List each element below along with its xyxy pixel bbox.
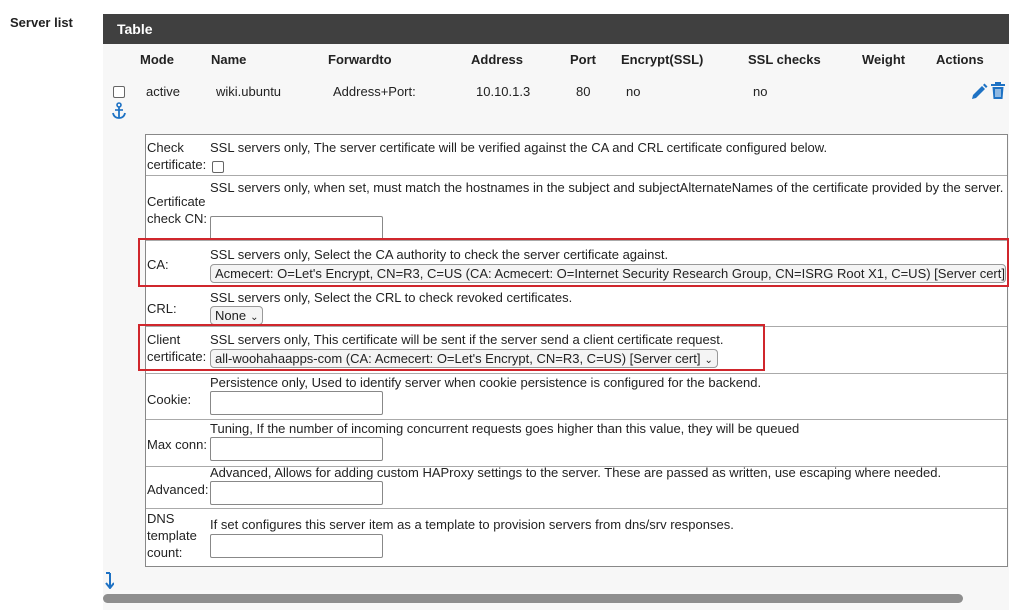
advanced-row bbox=[146, 467, 1007, 509]
row-mode: active bbox=[146, 84, 180, 99]
crl-row bbox=[146, 287, 1007, 327]
chevron-down-icon: ⌄ bbox=[250, 312, 259, 323]
row-select-checkbox[interactable] bbox=[113, 86, 125, 98]
crl-select[interactable] bbox=[210, 306, 263, 325]
section-label: Server list bbox=[10, 15, 73, 30]
max-conn-input[interactable] bbox=[210, 437, 383, 461]
chevron-down-icon: ⌄ bbox=[704, 355, 713, 366]
cookie-row bbox=[146, 374, 1007, 420]
client-certificate-select-value: all-woohahaapps-com (CA: Acmecert: O=Let's Encrypt, CN=R3, C=US) [Server cert] bbox=[215, 351, 701, 366]
row-name: wiki.ubuntu bbox=[216, 84, 282, 99]
crl-label: CRL: bbox=[147, 301, 177, 316]
max-conn-row bbox=[146, 420, 1007, 467]
horizontal-scrollbar[interactable] bbox=[103, 594, 963, 603]
ca-row bbox=[146, 241, 1007, 287]
row-address: 10.10.1.3 bbox=[476, 84, 531, 99]
row-encrypt: no bbox=[626, 84, 641, 99]
ca-description: SSL servers only, Select the CA authority to check the server certificate against. bbox=[210, 247, 669, 262]
cookie-label: Cookie: bbox=[147, 392, 192, 407]
cookie-description: Persistence only, Used to identify server when cookie persistence is configured for the backend. bbox=[210, 375, 762, 390]
certificate-check-cn-description: SSL servers only, when set, must match the hostnames in the subject and subjectAlternateNames of the certificate provided by the server. bbox=[210, 180, 1004, 195]
trash-icon[interactable] bbox=[990, 82, 1006, 100]
column-header-mode: Mode bbox=[140, 52, 174, 67]
column-header-encrypt: Encrypt(SSL) bbox=[621, 52, 704, 67]
dns-template-count-row bbox=[146, 509, 1007, 566]
dns-template-count-description: If set configures this server item as a template to provision servers from dns/srv responses. bbox=[210, 517, 734, 532]
crl-description: SSL servers only, Select the CRL to check revoked certificates. bbox=[210, 290, 573, 305]
ca-select[interactable]: Acmecert: O=Let's Encrypt, CN=R3, C=US (CA: Acmecert: O=Internet Security Research Group, CN=ISRG Root X1, C=US) [Server cert] bbox=[210, 264, 1006, 283]
dns-template-count-input[interactable] bbox=[210, 534, 383, 558]
table-heading: Table bbox=[103, 14, 1009, 44]
max-conn-description: Tuning, If the number of incoming concurrent requests goes higher than this value, they will be queued bbox=[210, 421, 800, 436]
anchor-icon[interactable] bbox=[111, 102, 127, 120]
certificate-check-cn-row bbox=[146, 176, 1007, 241]
column-header-address: Address bbox=[471, 52, 524, 67]
row-ssl-checks: no bbox=[753, 84, 768, 99]
client-certificate-row bbox=[146, 327, 1007, 374]
server-details bbox=[145, 134, 1008, 567]
dns-template-count-label: DNS template count: bbox=[147, 511, 197, 560]
check-certificate-description: SSL servers only, The server certificate will be verified against the CA and CRL certificate configured below. bbox=[210, 140, 828, 155]
advanced-description: Advanced, Allows for adding custom HAProxy settings to the server. These are passed as written, use escaping where needed. bbox=[210, 465, 942, 480]
advanced-input[interactable] bbox=[210, 481, 383, 505]
row-forwardto: Address+Port: bbox=[333, 84, 416, 99]
client-certificate-label: Client certificate: bbox=[147, 332, 207, 364]
column-header-port: Port bbox=[570, 52, 596, 67]
row-port: 80 bbox=[576, 84, 591, 99]
max-conn-label: Max conn: bbox=[147, 437, 207, 452]
column-header-forwardto: Forwardto bbox=[328, 52, 392, 67]
check-certificate-label: Check certificate: bbox=[147, 140, 207, 172]
arrow-down-icon[interactable] bbox=[104, 571, 114, 589]
pencil-icon[interactable] bbox=[970, 82, 988, 100]
column-header-weight: Weight bbox=[862, 52, 906, 67]
advanced-label: Advanced: bbox=[147, 482, 209, 497]
certificate-check-cn-label: Certificate check CN: bbox=[147, 194, 207, 226]
check-certificate-row bbox=[146, 135, 1007, 176]
client-certificate-description: SSL servers only, This certificate will be sent if the server send a client certificate request. bbox=[210, 332, 724, 347]
cookie-input[interactable] bbox=[210, 391, 383, 415]
crl-select-value: None bbox=[215, 308, 247, 323]
check-certificate-checkbox[interactable] bbox=[212, 161, 224, 173]
column-header-actions: Actions bbox=[936, 52, 984, 67]
column-header-name: Name bbox=[211, 52, 247, 67]
client-certificate-select[interactable] bbox=[210, 349, 718, 368]
certificate-check-cn-input[interactable] bbox=[210, 216, 383, 240]
ca-label: CA: bbox=[147, 257, 169, 272]
column-header-ssl-checks: SSL checks bbox=[748, 52, 821, 67]
